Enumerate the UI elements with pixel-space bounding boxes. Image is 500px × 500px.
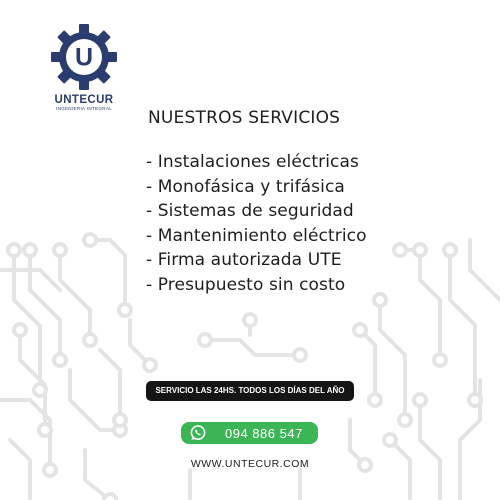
- company-logo: [46, 24, 122, 112]
- services-list: [146, 150, 367, 297]
- website-link[interactable]: WWW.UNTECUR.COM: [190, 458, 310, 470]
- service-item: - Firma autorizada UTE: [146, 250, 342, 270]
- brand-tagline: INGENIERÍA INTEGRAL: [55, 106, 113, 111]
- gear-logo-icon: [51, 24, 117, 90]
- logo-letter: U: [74, 43, 94, 72]
- whatsapp-contact-button[interactable]: [181, 422, 318, 444]
- services-heading: NUESTROS SERVICIOS: [148, 108, 341, 128]
- service-hours-banner: SERVICIO LAS 24HS. TODOS LOS DÍAS DEL AÑO: [146, 381, 354, 401]
- phone-number: 094 886 547: [225, 425, 303, 441]
- service-item: - Sistemas de seguridad: [146, 201, 354, 221]
- service-item: - Mantenimiento eléctrico: [146, 225, 367, 246]
- service-item: - Instalaciones eléctricas: [146, 152, 359, 172]
- service-item: - Presupuesto sin costo: [146, 274, 346, 295]
- brand-name: UNTECUR: [54, 94, 114, 106]
- whatsapp-icon: [189, 424, 207, 442]
- service-item: - Monofásica y trifásica: [146, 176, 345, 197]
